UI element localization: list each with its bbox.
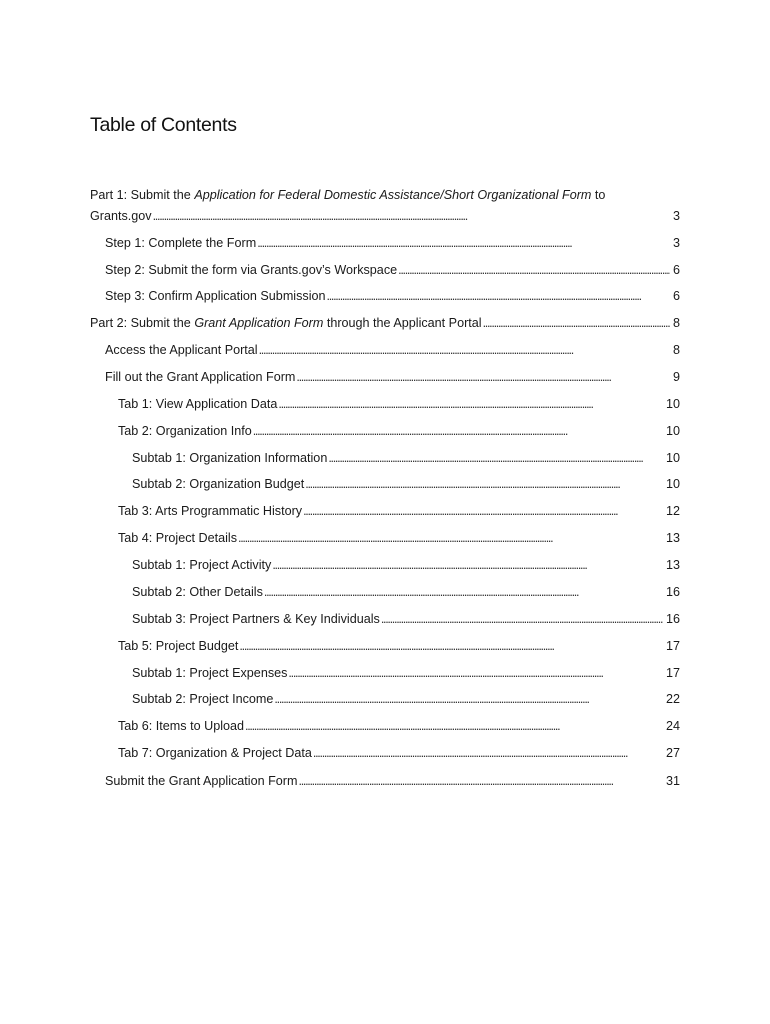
toc-page-number: 16	[665, 612, 680, 626]
dot-leader	[303, 503, 663, 519]
dot-leader	[257, 235, 670, 251]
toc-part-2-suffix: through the Applicant Portal	[323, 316, 482, 330]
dot-leader	[238, 530, 663, 546]
dot-leader	[264, 584, 663, 600]
toc-entry[interactable]	[90, 235, 680, 251]
toc-entry[interactable]	[90, 396, 680, 412]
toc-part-2-prefix: Part 2: Submit the	[90, 316, 195, 330]
toc-part-1-italic: Application for Federal Domestic Assistance/Short Organizational Form	[194, 188, 592, 202]
toc-entry[interactable]	[90, 584, 680, 600]
toc-entry-label: Step 3: Confirm Application Submission	[105, 289, 326, 303]
toc-page-number: 9	[672, 370, 680, 384]
dot-leader	[327, 288, 670, 304]
toc-entry[interactable]	[90, 503, 680, 519]
page-title: Table of Contents	[90, 114, 237, 136]
toc-page-number: 8	[672, 343, 680, 357]
toc-entry-label: Tab 5: Project Budget	[118, 639, 239, 653]
toc-entry-label: Subtab 1: Organization Information	[132, 451, 328, 465]
dot-leader	[253, 423, 663, 439]
toc-entry[interactable]	[90, 665, 680, 681]
toc-entry[interactable]	[90, 718, 680, 734]
toc-entry-label: Subtab 2: Other Details	[132, 585, 263, 599]
toc-page-number: 22	[665, 692, 680, 706]
toc-entry-label: Subtab 1: Project Activity	[132, 558, 272, 572]
toc-page-number: 6	[672, 263, 680, 277]
dot-leader	[288, 665, 663, 681]
toc-entry-label: Step 1: Complete the Form	[105, 236, 257, 250]
dot-leader	[259, 342, 670, 358]
toc-page-number: 10	[665, 397, 680, 411]
toc-page-number: 3	[672, 236, 680, 250]
dot-leader	[274, 691, 663, 707]
toc-entry-label: Tab 1: View Application Data	[118, 397, 278, 411]
toc-entry-label: Access the Applicant Portal	[105, 343, 258, 357]
toc-entry[interactable]	[90, 262, 680, 278]
toc-entry-part-1-line	[90, 208, 680, 224]
toc-page-number: 13	[665, 531, 680, 545]
toc-page-number: 24	[665, 719, 680, 733]
toc-part-1-continuation: Grants.gov	[90, 209, 152, 223]
toc-page-number: 17	[665, 639, 680, 653]
toc-entry[interactable]	[90, 369, 680, 385]
toc-entry[interactable]	[90, 288, 680, 304]
dot-leader	[245, 718, 663, 734]
toc-entry-label: Subtab 2: Organization Budget	[132, 477, 305, 491]
dot-leader	[239, 638, 663, 654]
dot-leader	[483, 315, 670, 331]
toc-page-number: 10	[665, 451, 680, 465]
toc-entry[interactable]	[90, 450, 680, 466]
dot-leader	[272, 557, 663, 573]
toc-part-1-suffix: to	[591, 188, 606, 202]
toc-entry-label: Fill out the Grant Application Form	[105, 370, 296, 384]
toc-page-number: 10	[665, 424, 680, 438]
toc-part-1-prefix: Part 1: Submit the	[90, 188, 195, 202]
toc-entry-part-1[interactable]	[90, 187, 680, 227]
toc-entry[interactable]	[90, 557, 680, 573]
dot-leader	[299, 773, 663, 789]
toc-page-number: 31	[665, 774, 680, 788]
toc-entry-label: Submit the Grant Application Form	[105, 774, 298, 788]
toc-page-number: 17	[665, 666, 680, 680]
toc-entry[interactable]	[90, 423, 680, 439]
toc-page-number: 8	[672, 316, 680, 330]
toc-entry[interactable]	[90, 611, 680, 627]
toc-page-number: 10	[665, 477, 680, 491]
toc-page-number: 27	[665, 746, 680, 760]
toc-entry[interactable]	[90, 342, 680, 358]
toc-part-2-title	[90, 315, 482, 331]
dot-leader	[328, 450, 663, 466]
toc-entry[interactable]	[90, 530, 680, 546]
toc-part-2-italic: Grant Application Form	[194, 316, 324, 330]
toc-entry-label: Subtab 2: Project Income	[132, 692, 274, 706]
toc-entry-label: Tab 7: Organization & Project Data	[118, 746, 312, 760]
toc-entry-label: Tab 4: Project Details	[118, 531, 237, 545]
toc-page-number: 12	[665, 504, 680, 518]
toc-entry-part-1-title	[90, 187, 605, 203]
toc-entry[interactable]	[90, 773, 680, 789]
dot-leader	[381, 611, 663, 627]
toc-page-number: 16	[665, 585, 680, 599]
toc-page-number: 6	[672, 289, 680, 303]
toc-page-number: 13	[665, 558, 680, 572]
toc-entry[interactable]	[90, 476, 680, 492]
toc-entry-part-2[interactable]	[90, 315, 680, 331]
dot-leader	[278, 396, 663, 412]
toc-entry-label: Subtab 3: Project Partners & Key Individuals	[132, 612, 380, 626]
toc-entry-label: Subtab 1: Project Expenses	[132, 666, 288, 680]
toc-entry[interactable]	[90, 691, 680, 707]
dot-leader	[153, 208, 670, 224]
toc-entry-label: Tab 3: Arts Programmatic History	[118, 504, 303, 518]
dot-leader	[305, 476, 663, 492]
toc-entry-label: Tab 6: Items to Upload	[118, 719, 245, 733]
dot-leader	[313, 745, 663, 761]
toc-entry-label: Step 2: Submit the form via Grants.gov’s Workspace	[105, 263, 398, 277]
toc-entry-label: Tab 2: Organization Info	[118, 424, 252, 438]
toc-page-number: 3	[672, 209, 680, 223]
toc-entry[interactable]	[90, 745, 680, 761]
dot-leader	[296, 369, 670, 385]
dot-leader	[398, 262, 670, 278]
toc-entry[interactable]	[90, 638, 680, 654]
